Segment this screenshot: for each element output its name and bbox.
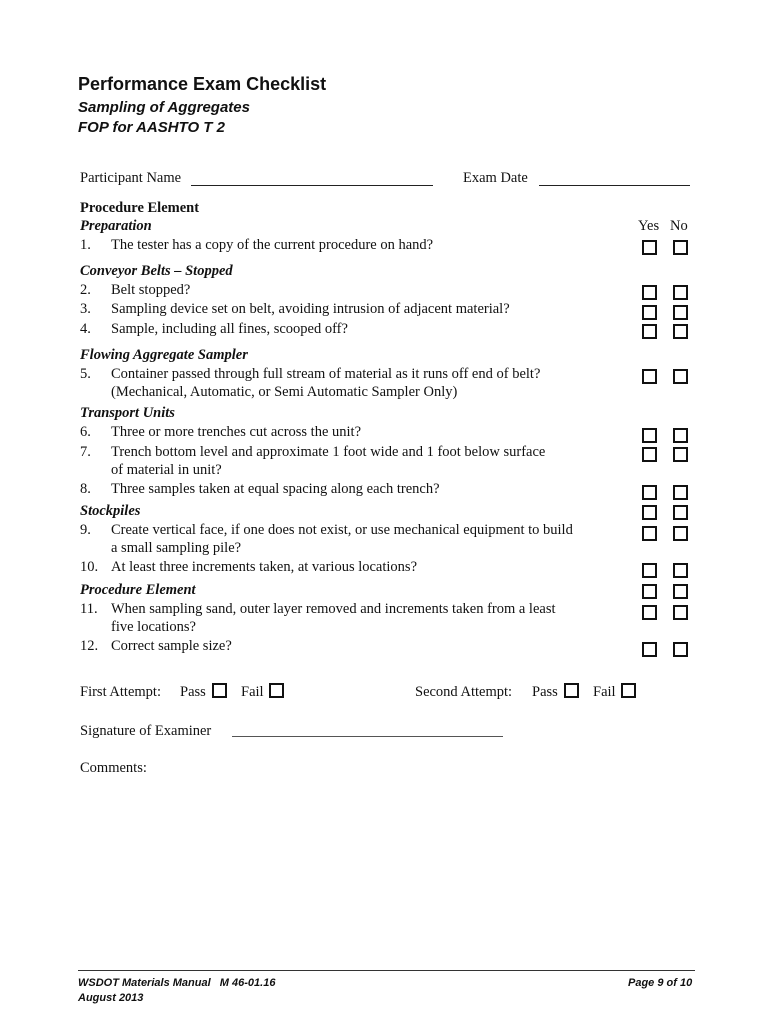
item-text-continued: of material in unit? (111, 462, 222, 478)
yes-checkbox[interactable] (642, 240, 657, 255)
item-text-continued: (Mechanical, Automatic, or Semi Automatic Sampler Only) (111, 384, 458, 400)
item-text: Container passed through full stream of material as it runs off end of belt? (111, 366, 541, 382)
footer-manual: WSDOT Materials Manual M 46-01.16 (78, 977, 276, 989)
no-checkbox[interactable] (673, 305, 688, 320)
item-number: 11. (80, 601, 98, 617)
no-checkbox[interactable] (673, 369, 688, 384)
item-number: 8. (80, 481, 91, 497)
no-checkbox[interactable] (673, 505, 688, 520)
section-title: Preparation (80, 218, 152, 234)
item-number: 12. (80, 638, 99, 654)
footer-date: August 2013 (78, 992, 144, 1004)
yes-checkbox[interactable] (642, 605, 657, 620)
item-number: 6. (80, 424, 91, 440)
no-checkbox[interactable] (673, 240, 688, 255)
first-pass-checkbox[interactable] (212, 683, 227, 698)
item-text: Sampling device set on belt, avoiding intrusion of adjacent material? (111, 301, 510, 317)
no-checkbox[interactable] (673, 324, 688, 339)
yes-column-label: Yes (638, 218, 660, 234)
first-fail-checkbox[interactable] (269, 683, 284, 698)
yes-checkbox[interactable] (642, 428, 657, 443)
item-number: 5. (80, 366, 91, 382)
no-checkbox[interactable] (673, 584, 688, 599)
item-text: The tester has a copy of the current procedure on hand? (111, 237, 434, 253)
second-pass-checkbox[interactable] (564, 683, 579, 698)
footer-divider (78, 970, 695, 971)
item-number: 2. (80, 282, 91, 298)
yes-checkbox[interactable] (642, 563, 657, 578)
no-checkbox[interactable] (673, 642, 688, 657)
item-text: At least three increments taken, at various locations? (111, 559, 418, 575)
no-checkbox[interactable] (673, 605, 688, 620)
no-checkbox[interactable] (673, 285, 688, 300)
yes-checkbox[interactable] (642, 447, 657, 462)
item-text: Sample, including all fines, scooped off? (111, 321, 348, 337)
yes-checkbox[interactable] (642, 305, 657, 320)
yes-checkbox[interactable] (642, 526, 657, 541)
procedure-heading: Procedure Element (80, 200, 200, 216)
item-text: Three or more trenches cut across the unit? (111, 424, 362, 440)
yes-checkbox[interactable] (642, 584, 657, 599)
no-checkbox[interactable] (673, 428, 688, 443)
participant-name-label: Participant Name (80, 170, 182, 186)
exam-date-field[interactable] (539, 185, 690, 186)
no-checkbox[interactable] (673, 526, 688, 541)
participant-name-field[interactable] (191, 185, 433, 186)
yes-checkbox[interactable] (642, 485, 657, 500)
signature-field[interactable] (232, 736, 503, 737)
section-title: Flowing Aggregate Sampler (80, 347, 248, 363)
yes-checkbox[interactable] (642, 324, 657, 339)
page-subtitle-fop: FOP for AASHTO T 2 (78, 119, 225, 136)
section-title: Procedure Element (80, 582, 196, 598)
no-checkbox[interactable] (673, 563, 688, 578)
second-attempt-label: Second Attempt: (415, 684, 513, 700)
first-attempt-label: First Attempt: (80, 684, 161, 700)
item-number: 7. (80, 444, 91, 460)
second-fail-label: Fail (593, 684, 616, 700)
item-number: 1. (80, 237, 91, 253)
item-text: When sampling sand, outer layer removed and increments taken from a least (111, 601, 556, 617)
yes-checkbox[interactable] (642, 505, 657, 520)
second-fail-checkbox[interactable] (621, 683, 636, 698)
yes-checkbox[interactable] (642, 369, 657, 384)
item-number: 9. (80, 522, 91, 538)
comments-label: Comments: (80, 760, 147, 776)
item-text: Belt stopped? (111, 282, 191, 298)
no-checkbox[interactable] (673, 447, 688, 462)
first-pass-label: Pass (180, 684, 206, 700)
item-text: Correct sample size? (111, 638, 232, 654)
no-column-label: No (670, 218, 688, 234)
no-checkbox[interactable] (673, 485, 688, 500)
section-title: Stockpiles (80, 503, 141, 519)
item-text: Trench bottom level and approximate 1 foot wide and 1 foot below surface (111, 444, 546, 460)
yes-checkbox[interactable] (642, 285, 657, 300)
item-number: 3. (80, 301, 91, 317)
first-fail-label: Fail (241, 684, 264, 700)
exam-date-label: Exam Date (463, 170, 528, 186)
second-pass-label: Pass (532, 684, 558, 700)
section-title: Transport Units (80, 405, 175, 421)
item-number: 10. (80, 559, 99, 575)
item-text-continued: five locations? (111, 619, 196, 635)
item-text: Create vertical face, if one does not exist, or use mechanical equipment to build (111, 522, 573, 538)
item-text: Three samples taken at equal spacing along each trench? (111, 481, 440, 497)
item-number: 4. (80, 321, 91, 337)
item-text-continued: a small sampling pile? (111, 540, 242, 556)
page-subtitle: Sampling of Aggregates (78, 99, 250, 116)
signature-label: Signature of Examiner (80, 723, 212, 739)
section-title: Conveyor Belts – Stopped (80, 263, 233, 279)
yes-checkbox[interactable] (642, 642, 657, 657)
footer-page-number: Page 9 of 10 (628, 977, 693, 989)
page-title: Performance Exam Checklist (78, 74, 327, 94)
